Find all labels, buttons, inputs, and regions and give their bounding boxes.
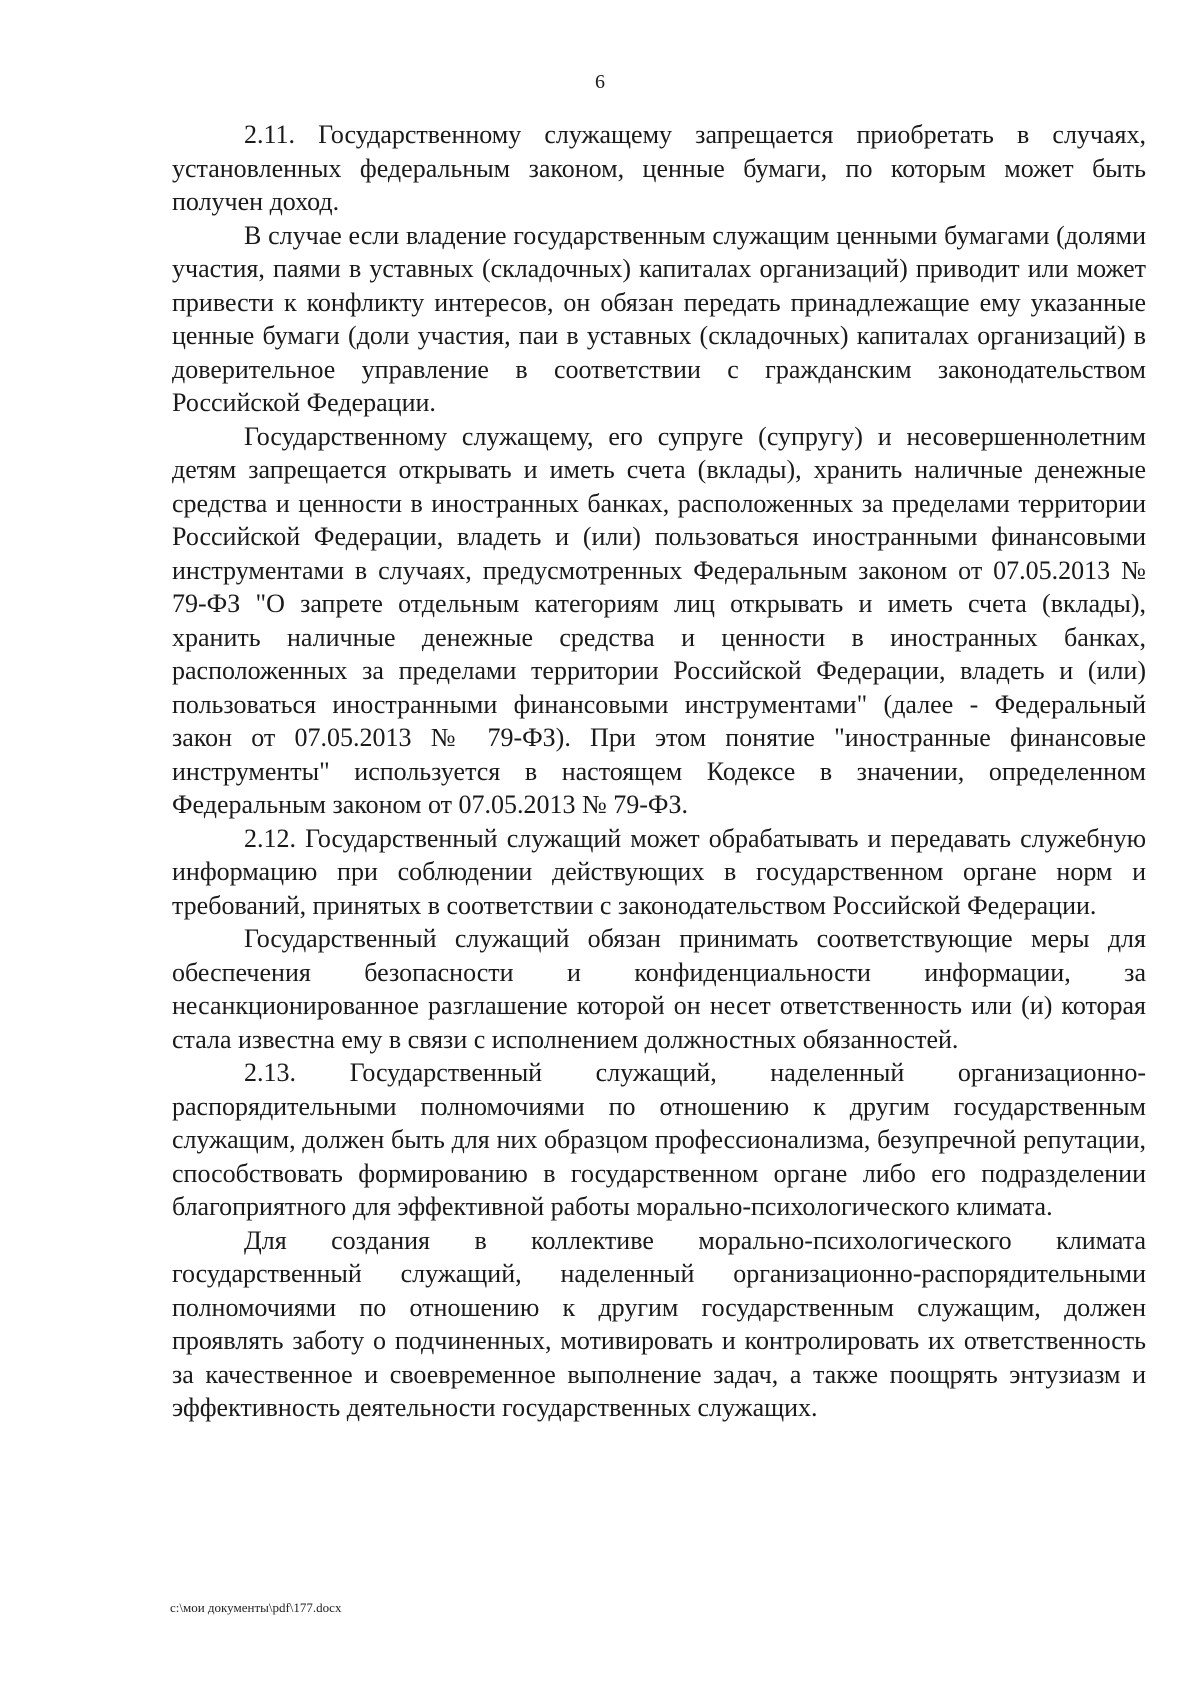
paragraph-confidentiality: Государственный служащий обязан принимать соответствующие меры для обеспечения безопасности и конфиденциальности информации, за несанкционированное разглашение которой он несет ответственность или (и) которая стала известна ему в связи с исполнением должностных обязанностей. xyxy=(172,924,1146,1054)
page-number: 6 xyxy=(595,71,605,93)
paragraph-2-11: 2.11. Государственному служащему запрещается приобретать в случаях, установленных федеральным законом, ценные бумаги, по которым может быть получен доход. xyxy=(172,120,1146,216)
paragraph-2-13: 2.13. Государственный служащий, наделенный организационно-распорядительными полномочиями по отношению к другим государственным служащим, должен быть для них образцом профессионализма, безупречной репутации, способствовать формированию в государственном органе либо его подразделении благоприятного для эффективной работы морально-психологического климата. xyxy=(172,1058,1146,1221)
paragraph-2-12: 2.12. Государственный служащий может обрабатывать и передавать служебную информацию при соблюдении действующих в государственном органе норм и требований, принятых в соответствии с законодательством Российской Федерации. xyxy=(172,823,1146,920)
document-body xyxy=(172,118,1146,1425)
paragraph-securities-conflict: В случае если владение государственным служащим ценными бумагами (долями участия, паями в уставных (складочных) капиталах организаций) приводит или может привести к конфликту интересов, он обязан передать принадлежащие ему указанные ценные бумаги (доли участия, паи в уставных (складочных) капиталах организаций) в доверительное управление в соответствии с гражданским законодательством Российской Федерации. xyxy=(172,220,1146,417)
footer-file-path: c:\мои документы\pdf\177.docx xyxy=(170,1600,342,1615)
paragraph-foreign-accounts: Государственному служащему, его супруге (супругу) и несовершеннолетним детям запрещается открывать и иметь счета (вклады), хранить наличные денежные средства и ценности в иностранных банках, расположенных за пределами территории Российской Федерации, владеть и (или) пользоваться иностранными финансовыми инструментами в случаях, предусмотренных Федеральным законом от 07.05.2013 № 79-ФЗ "О запрете отдельным категориям лиц открывать и иметь счета (вклады), хранить наличные денежные средства и ценности в иностранных банках, расположенных за пределами территории Российской Федерации, владеть и (или) пользоваться иностранными финансовыми инструментами" (далее - Федеральный закон от 07.05.2013 № 79-ФЗ). При этом понятие "иностранные финансовые инструменты" используется в настоящем Кодексе в значении, определенном Федеральным законом от 07.05.2013 № 79-ФЗ. xyxy=(172,421,1146,819)
paragraph-team-climate: Для создания в коллективе морально-психологического климата государственный служащий, наделенный организационно-распорядительными полномочиями по отношению к другим государственным служащим, должен проявлять заботу о подчиненных, мотивировать и контролировать их ответственность за качественное и своевременное выполнение задач, а также поощрять энтузиазм и эффективность деятельности государственных служащих. xyxy=(172,1225,1146,1422)
